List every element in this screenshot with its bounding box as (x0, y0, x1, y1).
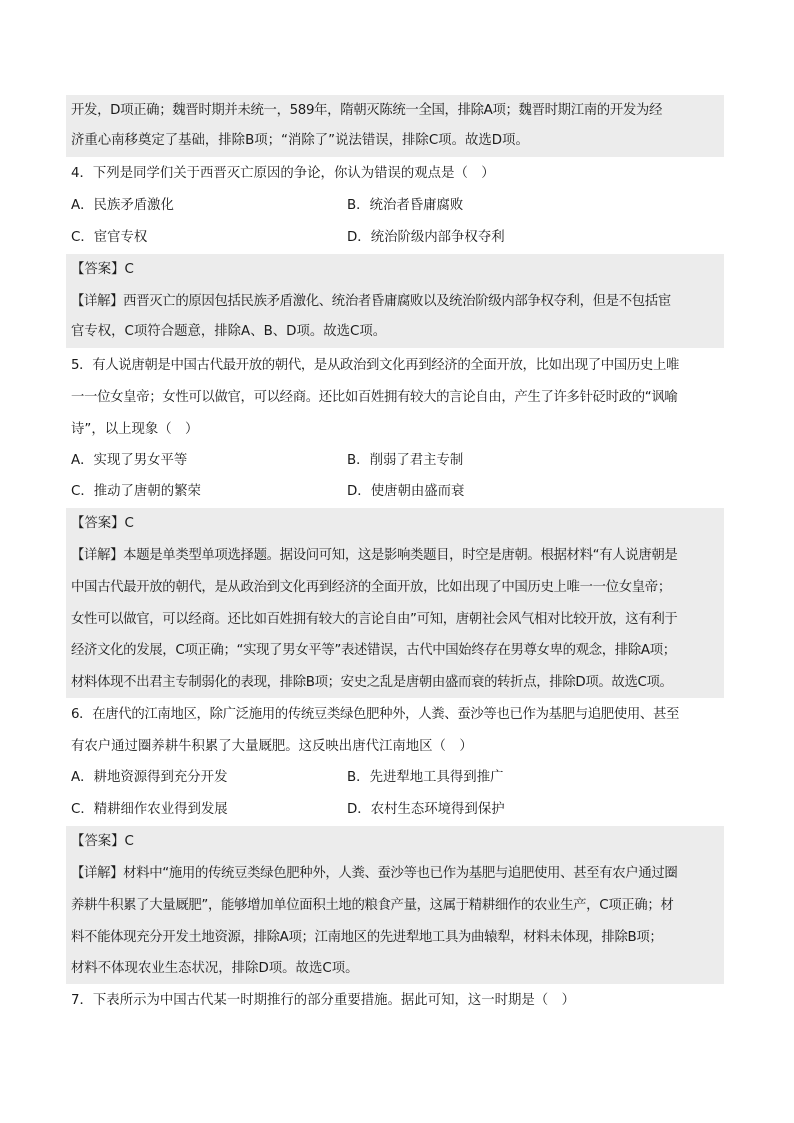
question-5-option-d: D．使唐朝由盛而衰 (347, 484, 465, 499)
question-5-option-c: C．推动了唐朝的繁荣 (71, 484, 201, 499)
carryover-line: 开发，D项正确；魏晋时期并未统一，589年，隋朝灭陈统一全国，排除A项；魏晋时期江南的开发为经 (71, 103, 662, 118)
question-6-stem-line: 有农户通过圈养耕牛积累了大量厩肥。这反映出唐代江南地区（ ） (71, 739, 473, 754)
question-4-option-d: D．统治阶级内部争权夺利 (347, 230, 505, 245)
question-6-stem-line: 6．在唐代的江南地区，除广泛施用的传统豆类绿色肥种外，人粪、蚕沙等也已作为基肥与追肥使用、甚至 (71, 707, 680, 722)
question-5-detail-line: 材料体现不出君主专制弱化的表现，排除B项；安史之乱是唐朝由盛而衰的转折点，排除D项。故选C项。 (71, 675, 673, 690)
question-5-stem-line: 一一位女皇帝；女性可以做官，可以经商。还比如百姓拥有较大的言论自由，产生了许多针砭时政的“讽喻 (71, 390, 678, 405)
question-5-detail-line: 【详解】本题是单类型单项选择题。据设问可知，这是影响类题目，时空是唐朝。根据材料“有人说唐朝是 (71, 548, 678, 563)
question-4-option-a: A．民族矛盾激化 (71, 198, 174, 213)
question-5-answer-block (66, 508, 724, 698)
question-4-detail-line: 【详解】西晋灭亡的原因包括民族矛盾激化、统治者昏庸腐败以及统治阶级内部争权夺利，但是不包括宦 (71, 294, 671, 309)
question-4-answer: 【答案】C (71, 262, 134, 277)
question-4-stem: 4．下列是同学们关于西晋灭亡原因的争论，你认为错误的观点是（ ） (71, 166, 495, 181)
question-6-detail-line: 养耕牛积累了大量厩肥”，能够增加单位面积土地的粮食产量，这属于精耕细作的农业生产，C项正确；材 (71, 898, 674, 913)
question-6-option-b: B．先进犁地工具得到推广 (347, 770, 504, 785)
question-5-detail-line: 女性可以做官，可以经商。还比如百姓拥有较大的言论自由”可知，唐朝社会风气相对比较开放，这有利于 (71, 612, 678, 627)
question-6-option-c: C．精耕细作农业得到发展 (71, 802, 228, 817)
question-7-stem: 7．下表所示为中国古代某一时期推行的部分重要措施。据此可知，这一时期是（ ） (71, 993, 575, 1008)
question-5-option-b: B．削弱了君主专制 (347, 453, 464, 468)
question-5-stem-line: 诗”，以上现象（ ） (71, 422, 199, 437)
question-5-stem-line: 5．有人说唐朝是中国古代最开放的朝代，是从政治到文化再到经济的全面开放，比如出现了中国历史上唯 (71, 358, 680, 373)
question-5-detail-line: 中国古代最开放的朝代，是从政治到文化再到经济的全面开放，比如出现了中国历史上唯一一位女皇帝； (71, 580, 671, 595)
question-5-detail-line: 经济文化的发展，C项正确；“实现了男女平等”表述错误，古代中国始终存在男尊女卑的观念，排除A项； (71, 643, 676, 658)
question-5-option-a: A．实现了男女平等 (71, 453, 188, 468)
question-6-detail-line: 【详解】材料中“施用的传统豆类绿色肥种外，人粪、蚕沙等也已作为基肥与追肥使用、甚至有农户通过圈 (71, 866, 678, 881)
question-5-answer: 【答案】C (71, 516, 134, 531)
question-6-option-d: D．农村生态环境得到保护 (347, 802, 505, 817)
question-6-detail-line: 材料不体现农业生态状况，排除D项。故选C项。 (71, 961, 359, 976)
question-6-detail-line: 料不能体现充分开发土地资源，排除A项；江南地区的先进犁地工具为曲辕犁，材料未体现，排除B项； (71, 930, 663, 945)
question-6-option-a: A．耕地资源得到充分开发 (71, 770, 228, 785)
question-4-option-b: B．统治者昏庸腐败 (347, 198, 464, 213)
carryover-line: 济重心南移奠定了基础，排除B项；“消除了”说法错误，排除C项。故选D项。 (71, 133, 529, 148)
question-4-option-c: C．宦官专权 (71, 230, 148, 245)
question-4-detail-line: 官专权，C项符合题意，排除A、B、D项。故选C项。 (71, 324, 387, 339)
question-6-answer: 【答案】C (71, 834, 134, 849)
